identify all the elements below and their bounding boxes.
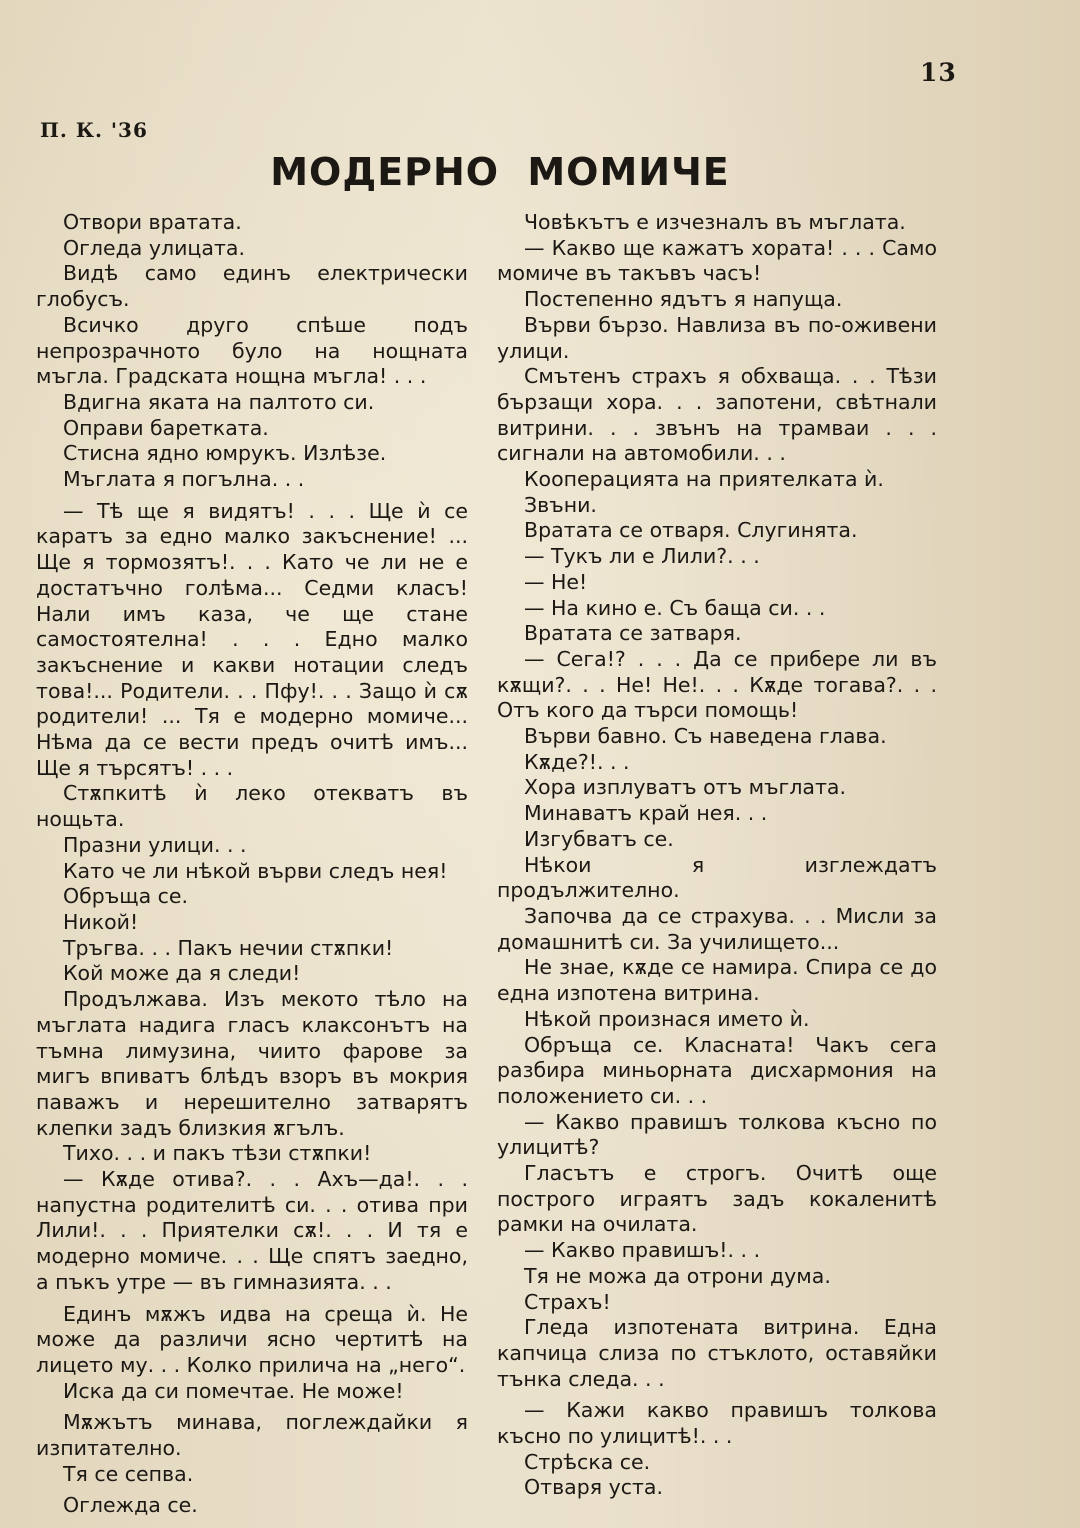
paragraph: Вдигна яката на палтото си. bbox=[63, 389, 375, 414]
paragraph: Минаватъ край нея. . . bbox=[524, 801, 768, 826]
paragraph: Не знае, кѫде се намира. Спира се до една изпотена витрина. bbox=[497, 955, 937, 1006]
paragraph: Хора изплуватъ отъ мъглата. bbox=[524, 775, 847, 800]
paragraph: — Кажи какво правишъ толкова късно по улицитѣ!. . . bbox=[497, 1398, 937, 1449]
paragraph: Изгубватъ се. bbox=[524, 826, 674, 851]
paragraph: Единъ мѫжъ идва на среща ѝ. Не може да различи ясно чертитѣ на лицето му. . . Колко прилича на „него“. bbox=[36, 1301, 468, 1377]
paragraph: Постепенно ядътъ я напуща. bbox=[524, 287, 843, 312]
paragraph: Оглежда се. bbox=[63, 1493, 198, 1518]
paragraph: Обръща се. Класната! Чакъ сега разбира миньорната дисхармония на положението си. . . bbox=[497, 1032, 937, 1108]
paragraph: Започва да се страхува. . . Мисли за домашнитѣ си. За училището... bbox=[497, 903, 937, 954]
paragraph: Отвори вратата. bbox=[63, 210, 242, 234]
paragraph: Тя не можа да отрони дума. bbox=[524, 1263, 831, 1288]
paragraph: — Кѫде отива?. . . Ахъ—да!. . . напустна родителитѣ си. . . отива при Лили!. . . Приятелки сѫ!. . . И тя е модерно момиче. . . Ще спятъ заедно, а пъкъ утре — въ гимназията. . . bbox=[36, 1167, 468, 1294]
paragraph: — Какво ще кажатъ хората! . . . Само момиче въ такъвъ часъ! bbox=[497, 235, 937, 286]
paragraph: Отваря уста. bbox=[524, 1475, 664, 1500]
paragraph: Тя се сепва. bbox=[63, 1461, 194, 1486]
paragraph: Смътенъ страхъ я обхваща. . . Тѣзи бързащи хора. . . запотени, свѣтнали витрини. . . звънъ на трамваи . . . сигнали на автомобили. . . bbox=[497, 364, 937, 466]
paragraph: Върви бавно. Съ наведена глава. bbox=[524, 724, 887, 749]
paragraph: — Сега!? . . . Да се прибере ли въ кѫщи?. . . Не! Не!. . . Кѫде тогава?. . . Отъ кого да търси помощь! bbox=[497, 646, 937, 723]
paragraph: Гледа изпотената витрина. Една капчица слиза по стъклото, оставяйки тънка следа. . . bbox=[497, 1315, 937, 1391]
paragraph: Като че ли нѣкой върви следъ нея! bbox=[63, 858, 448, 883]
paragraph: Вратата се затваря. bbox=[524, 621, 742, 646]
page-number: 13 bbox=[920, 58, 957, 87]
paragraph: Стрѣска се. bbox=[524, 1449, 651, 1474]
paragraph: Страхъ! bbox=[524, 1289, 611, 1314]
paragraph: Огледа улицата. bbox=[63, 235, 245, 260]
paragraph: Обръща се. bbox=[63, 884, 189, 909]
paragraph: Мѫжътъ минава, поглеждайки я изпитателно. bbox=[36, 1410, 468, 1461]
paragraph: — Не! bbox=[524, 569, 588, 594]
paragraph: — Тѣ ще я видятъ! . . . Ще ѝ се каратъ за едно малко закъснение! ... Ще я тормозятъ!. . . Като че ли не е достатъчно голѣма... Седми класъ! Нали имъ каза, че ще стане самостоятелна! . . . Едно малко закъснение и какви нотации следъ това!... Родители. . . Пфу!. . . Защо ѝ сѫ родители! ... Тя е модерно момиче... Нѣма да се вести предъ очитѣ имъ... Ще я търсятъ! . . . bbox=[36, 498, 468, 780]
article-title-text: МОДЕРНО МОМИЧЕ bbox=[270, 150, 730, 194]
paragraph: Нѣкои я изглеждатъ продължително. bbox=[497, 852, 937, 903]
paragraph: Иска да си помечтае. Не може! bbox=[63, 1378, 404, 1403]
paragraph: Кооперацията на приятелката ѝ. bbox=[524, 467, 884, 492]
paragraph: Оправи баретката. bbox=[63, 415, 269, 440]
paragraph: Гласътъ е строгъ. Очитѣ още построго играятъ задъ кокаленитѣ рамки на очилата. bbox=[497, 1161, 937, 1237]
paragraph: Празни улици. . . bbox=[63, 832, 247, 857]
paragraph: — Какво правишъ!. . . bbox=[524, 1238, 761, 1263]
paragraph: Звъни. bbox=[524, 492, 597, 517]
paragraph: Никой! bbox=[63, 909, 139, 934]
paragraph: Продължава. Изъ мекото тѣло на мъглата надига гласъ клаксонътъ на тъмна лимузина, чиито фарове за мигъ впиватъ блѣдъ взоръ въ мокрия паважъ и нерешително затварятъ клепки задъ близкия ѫгълъ. bbox=[36, 987, 468, 1140]
paragraph: Всичко друго спѣше подъ непрозрачното було на нощната мъгла. Градската нощна мъгла! . . . bbox=[36, 312, 468, 389]
paragraph: Кой може да я следи! bbox=[63, 961, 301, 986]
paragraph: Кѫде?!. . . bbox=[524, 749, 630, 774]
right-column bbox=[497, 210, 937, 1501]
paragraph: Стѫпкитѣ ѝ леко отекватъ въ нощьта. bbox=[36, 781, 468, 832]
paragraph: — Тукъ ли е Лили?. . . bbox=[524, 544, 760, 569]
paragraph: Нѣкой произнася името ѝ. bbox=[524, 1006, 810, 1031]
article-title bbox=[0, 150, 1000, 194]
author-signature: П. К. '36 bbox=[40, 118, 148, 142]
paragraph: Човѣкътъ е изчезналъ въ мъглата. bbox=[524, 210, 906, 234]
left-column bbox=[36, 210, 468, 1519]
paragraph: Видѣ само единъ електрически глобусъ. bbox=[36, 261, 468, 312]
paragraph: Тръгва. . . Пакъ нечии стѫпки! bbox=[63, 935, 394, 960]
paragraph: Тихо. . . и пакъ тѣзи стѫпки! bbox=[63, 1141, 372, 1166]
paragraph: — На кино е. Съ баща си. . . bbox=[524, 595, 826, 620]
paragraph: Вратата се отваря. Слугинята. bbox=[524, 518, 858, 543]
paragraph: Върви бързо. Навлиза въ по-оживени улици. bbox=[497, 312, 937, 363]
paragraph: Мъглата я погълна. . . bbox=[63, 467, 305, 492]
paragraph: Стисна ядно юмрукъ. Излѣзе. bbox=[63, 441, 387, 466]
paragraph: — Какво правишъ толкова късно по улицитѣ? bbox=[497, 1109, 937, 1160]
